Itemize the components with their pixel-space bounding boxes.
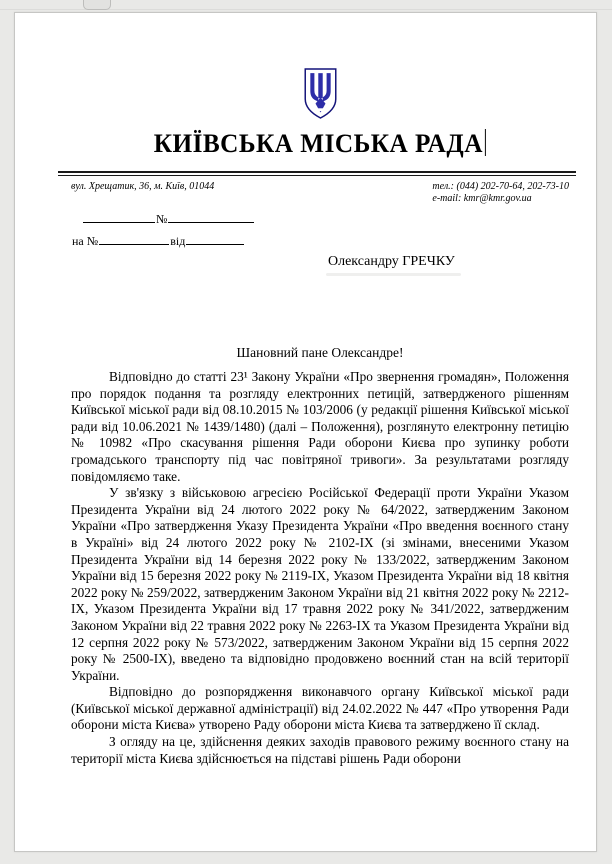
org-title-text: КИЇВСЬКА МІСЬКА РАДА <box>153 129 483 158</box>
paragraph-defence-council: Відповідно до розпорядження виконавчого органу Київської міської ради (Київської міської державної адміністрації) від 24.02.2022 № 447 «Про утворення Ради оборони міста Києва» утворено Раду оборони міста Києва та затверджено її склад. <box>71 684 569 733</box>
org-title <box>78 129 561 159</box>
letterhead-divider <box>58 171 576 176</box>
reply-to-label: на № <box>72 234 99 248</box>
number-sign-label: № <box>156 212 168 226</box>
recipient-name: Олександру ГРЕЧКУ <box>328 254 455 269</box>
org-contacts <box>432 181 569 205</box>
number-blank-line <box>168 211 254 223</box>
letter-body <box>71 369 569 767</box>
paragraph-martial-law: У зв'язку з військовою агресією Російської Федерації проти України Указом Президента України від 24 лютого 2022 року № 64/2022, затвердженим Законом України «Про затвердження Указу Президента України «Про введення воєнного стану в Україні» від 24 лютого 2022 року № 2102-IX (зі змінами, внесеними Указом Президента України від 14 березня 2022 року № 133/2022, затвердженим Законом України від 15 березня 2022 року № 2119-IX, Указом Президента України від 18 квітня 2022 року № 259/2022, затвердженим Законом України від 21 квітня 2022 року № 2212-IX, Указом Президента України від 17 травня 2022 року № 341/2022, затвердженим Законом України від 22 травня 2022 року № 2263-IX та Указом Президента України від 12 серпня 2022 року № 573/2022, затвердженим Законом України від 15 серпня 2022 року № 2500-IX), введено та відповідно продовжено воєнний стан на всій території України. <box>71 485 569 683</box>
org-address: вул. Хрещатик, 36, м. Київ, 01044 <box>71 181 215 192</box>
reply-date-label: від <box>170 234 186 248</box>
org-email: e-mail: kmr@kmr.gov.ua <box>432 193 532 204</box>
reply-date-blank-line <box>186 233 244 245</box>
paragraph-legal-basis: Відповідно до статті 23¹ Закону України «Про звернення громадян», Положення про порядок подання та розгляду електронних петицій, затвердженого рішенням Київської міської ради від 08.10.2015 № 103/2006 (у редакції рішення Київської міської ради від 10.06.2021 № 1439/1480) (далі – Положення), розглянуто електронну петицію № 10982 «Про скасування рішення Ради оборони Києва про зупинку роботи громадського транспорту під час повітряної тривоги». За результатами розгляду повідомляємо таке. <box>71 369 569 484</box>
ukraine-trident-emblem-icon <box>302 66 339 121</box>
reference-lines <box>71 211 569 248</box>
text-cursor <box>485 129 486 156</box>
viewer-scroll-artifact <box>83 0 111 10</box>
contact-row <box>71 181 569 205</box>
outgoing-number-line <box>71 211 569 226</box>
document-page[interactable] <box>14 12 597 852</box>
reply-number-blank-line <box>99 233 169 245</box>
salutation: Шановний пане Олександре! <box>236 345 404 360</box>
date-blank-line <box>83 211 155 223</box>
faded-text-artifact <box>326 273 461 276</box>
reply-number-line <box>71 233 569 248</box>
page-content <box>71 13 569 767</box>
org-phone: тел.: (044) 202-70-64, 202-73-10 <box>432 181 569 192</box>
paragraph-conclusion: З огляду на це, здійснення деяких заходів правового режиму воєнного стану на території міста Києва здійснюється на підставі рішень Ради оборони <box>71 734 569 766</box>
